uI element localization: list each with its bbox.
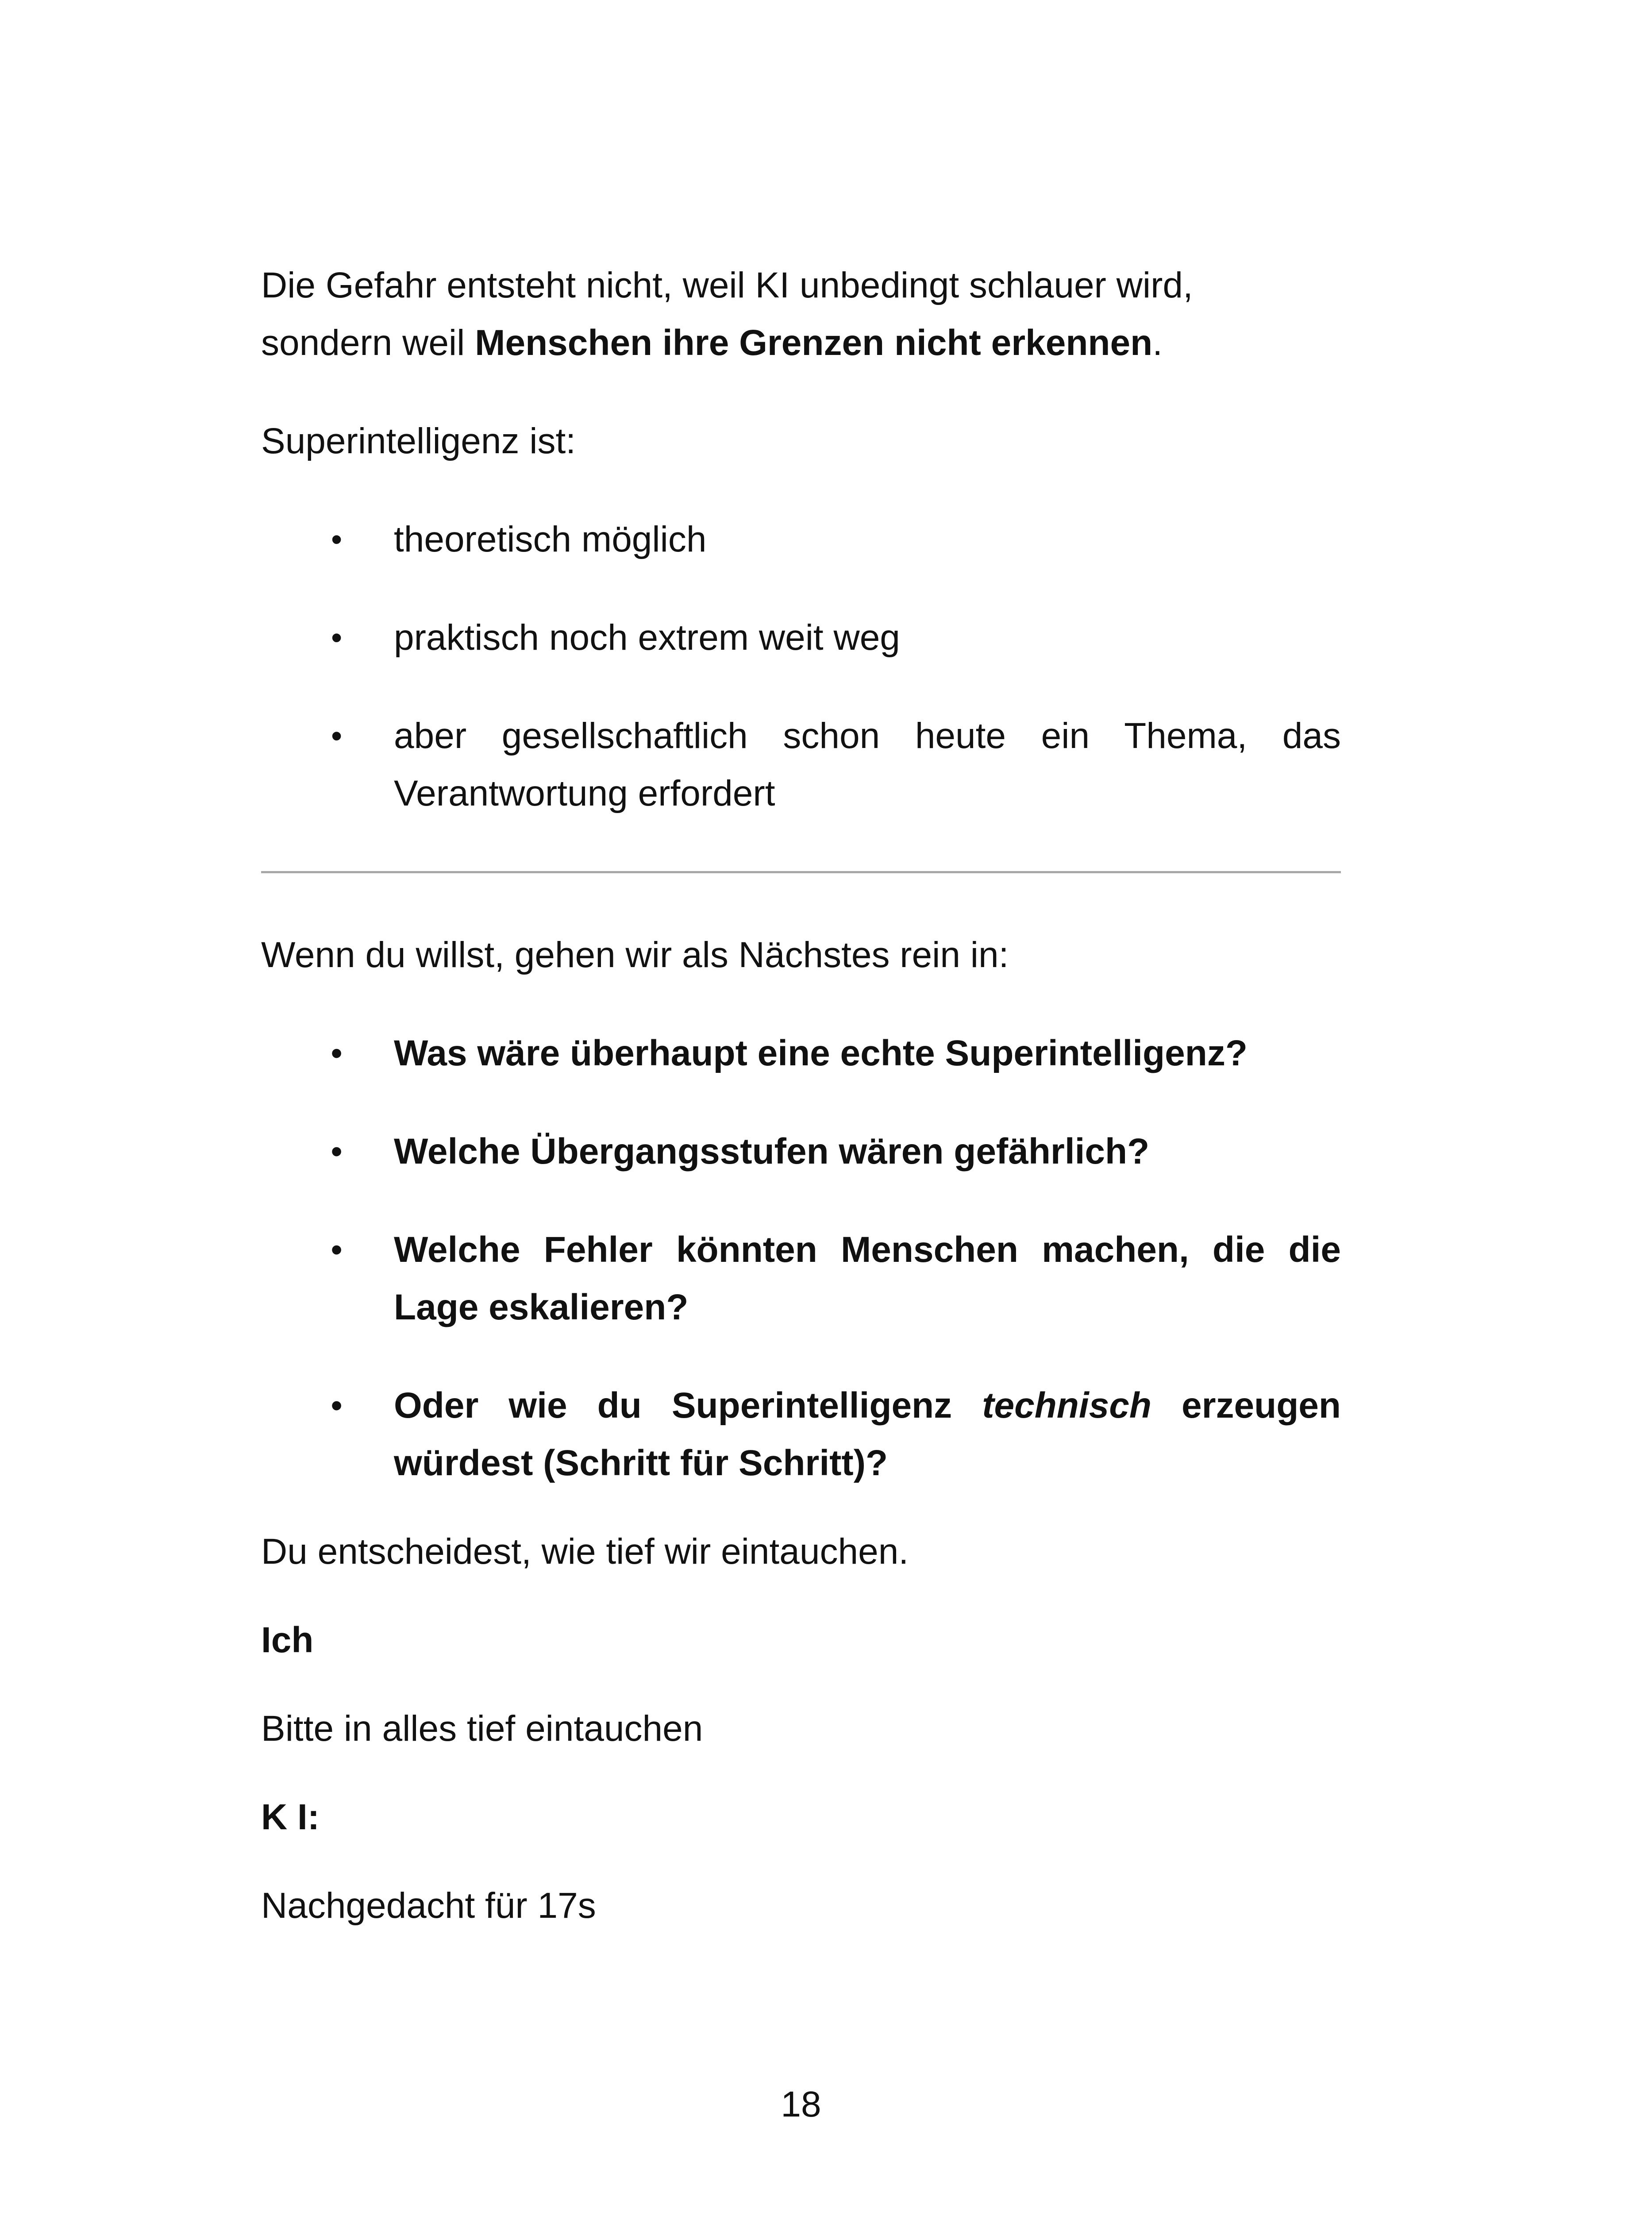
bullet-icon: • (331, 1232, 343, 1268)
intro-line-2-prefix: sondern weil (261, 323, 475, 363)
section-divider (261, 871, 1341, 873)
speaker-ai-label: K I: (261, 1797, 320, 1837)
list-item (261, 1221, 1341, 1336)
list-item-text: Welche Übergangsstufen wären gefährlich? (394, 1131, 1150, 1172)
list-item (261, 1123, 1341, 1180)
bullet-icon: • (331, 522, 343, 557)
list-item (261, 707, 1341, 822)
bullet-icon: • (331, 1036, 343, 1071)
user-message: Bitte in alles tief eintauchen (261, 1708, 703, 1749)
bullet-icon: • (331, 718, 343, 754)
list-item (261, 609, 1341, 667)
list-item-text: theoretisch möglich (394, 519, 707, 559)
intro-line-2-emphasis: Menschen ihre Grenzen nicht erkennen (475, 323, 1153, 363)
bullet-icon: • (331, 1388, 343, 1423)
bullet-icon: • (331, 1134, 343, 1169)
page-number: 18 (781, 2084, 821, 2124)
decide-text: Du entscheidest, wie tief wir eintauchen. (261, 1531, 909, 1572)
list-item-text: Was wäre überhaupt eine echte Superintelligenz? (394, 1033, 1248, 1073)
next-topics-list (261, 1025, 1341, 1492)
speaker-user-label: Ich (261, 1620, 314, 1660)
thinking-note: Nachgedacht für 17s (261, 1885, 596, 1926)
list-item (261, 1377, 1341, 1492)
next-topics-intro: Wenn du willst, gehen wir als Nächstes rein in: (261, 935, 1009, 975)
superintelligence-list (261, 511, 1341, 822)
list-item (261, 1025, 1341, 1082)
intro-line-1: Die Gefahr entsteht nicht, weil KI unbedingt schlauer wird, (261, 265, 1193, 305)
document-page (261, 257, 1341, 1966)
list-item (261, 511, 1341, 568)
list-item-text-italic: technisch (982, 1385, 1151, 1426)
list-item-text-suffix: erzeugen würdest (Schritt für Schritt)? (394, 1385, 1341, 1483)
list-item-text: Welche Fehler könnten Menschen machen, die die Lage eskalieren? (394, 1230, 1341, 1327)
superintelligence-intro: Superintelligenz ist: (261, 421, 576, 461)
intro-line-2-suffix: . (1152, 323, 1163, 363)
list-item-text-prefix: Oder wie du Superintelligenz (394, 1385, 982, 1426)
bullet-icon: • (331, 620, 343, 655)
intro-paragraph (261, 257, 1341, 372)
list-item-text: aber gesellschaftlich schon heute ein Thema, das Verantwortung erfordert (394, 716, 1341, 813)
list-item-text: praktisch noch extrem weit weg (394, 617, 900, 658)
